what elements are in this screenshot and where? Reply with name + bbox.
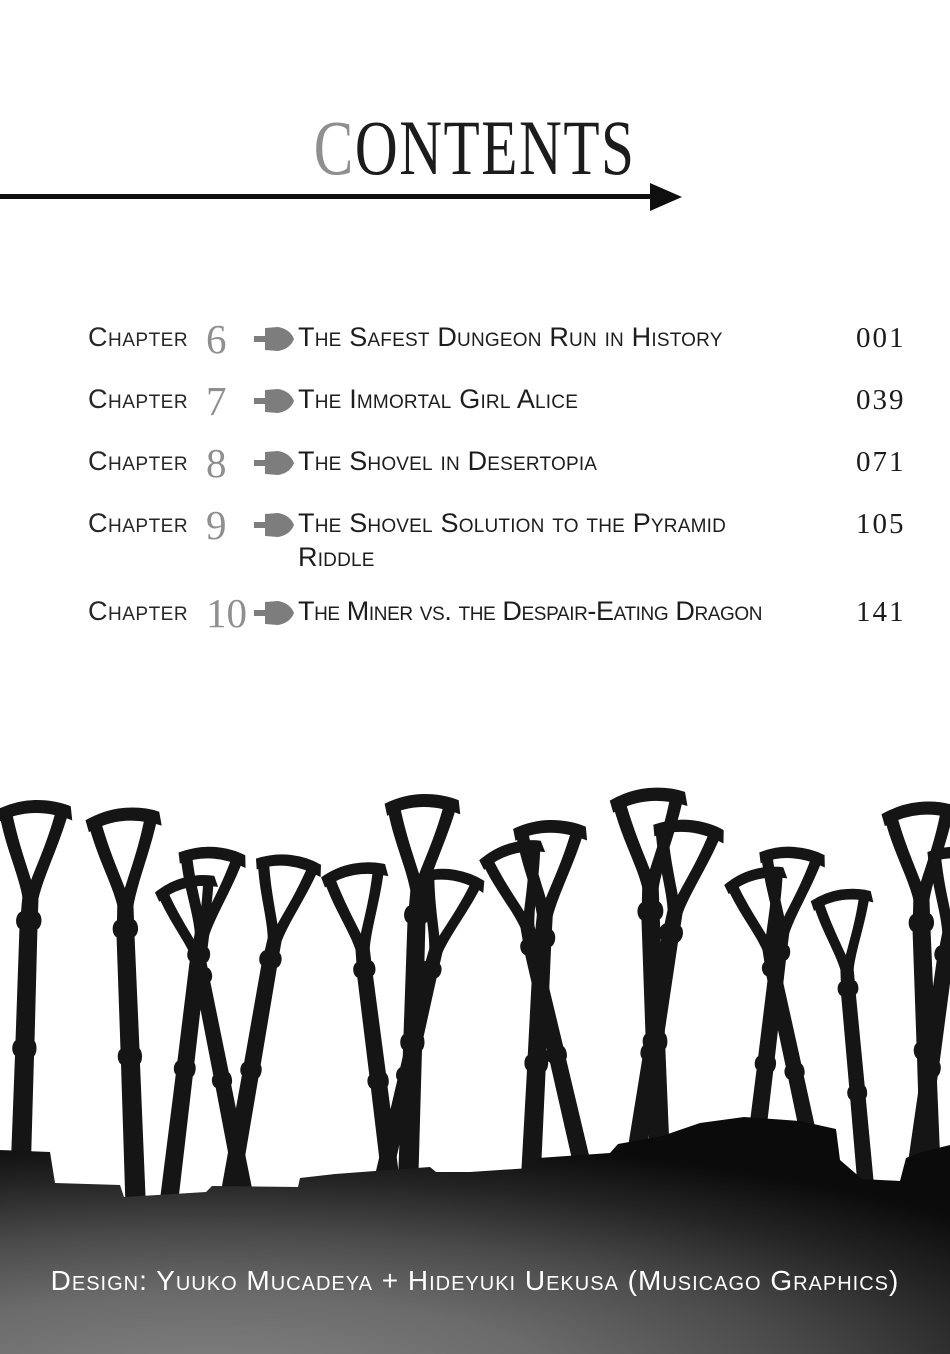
- chapter-page-number: 039: [856, 384, 906, 416]
- chapter-number: 6: [206, 316, 227, 362]
- chapter-title: The Immortal Girl Alice: [298, 384, 579, 414]
- shovel-arrow-icon: [254, 444, 298, 482]
- chapter-row: [88, 316, 906, 362]
- chapter-title: The Shovel Solution to the Pyramid Riddle: [298, 508, 727, 572]
- chapter-number: 9: [206, 502, 227, 548]
- chapter-page-number: 071: [856, 446, 906, 478]
- chapter-title: The Safest Dungeon Run in History: [298, 322, 723, 352]
- chapter-title: The Miner vs. the Despair-Eating Dragon: [298, 596, 763, 626]
- chapter-list: [88, 316, 906, 656]
- chapter-page-number: 105: [856, 508, 906, 540]
- chapter-row: [88, 378, 906, 424]
- design-credit: Design: Yuuko Mucadeya + Hideyuki Uekusa (Musicago Graphics): [50, 1265, 900, 1296]
- right-arrowhead-icon: [650, 183, 682, 211]
- chapter-row: [88, 440, 906, 486]
- chapter-number: 8: [206, 440, 227, 486]
- chapter-page-number: 141: [856, 596, 906, 628]
- chapter-label: Chapter: [88, 322, 189, 352]
- chapter-row: [88, 590, 906, 636]
- chapter-number: 10: [206, 590, 247, 636]
- chapter-label: Chapter: [88, 596, 189, 626]
- shovel-arrow-icon: [254, 320, 298, 358]
- chapter-title: The Shovel in Desertopia: [298, 446, 598, 476]
- page-title: [0, 104, 950, 191]
- title-rest: ONTENTS: [355, 104, 636, 191]
- chapter-number: 7: [206, 378, 227, 424]
- chapter-row: [88, 502, 906, 574]
- shovel-arrow-icon: [254, 382, 298, 420]
- shovel-arrow-icon: [254, 594, 298, 632]
- chapter-label: Chapter: [88, 384, 189, 414]
- chapter-label: Chapter: [88, 446, 189, 476]
- header-rule: [0, 194, 652, 199]
- title-initial: C: [314, 104, 356, 191]
- shovel-arrow-icon: [254, 506, 298, 544]
- chapter-page-number: 001: [856, 322, 906, 354]
- chapter-label: Chapter: [88, 508, 189, 538]
